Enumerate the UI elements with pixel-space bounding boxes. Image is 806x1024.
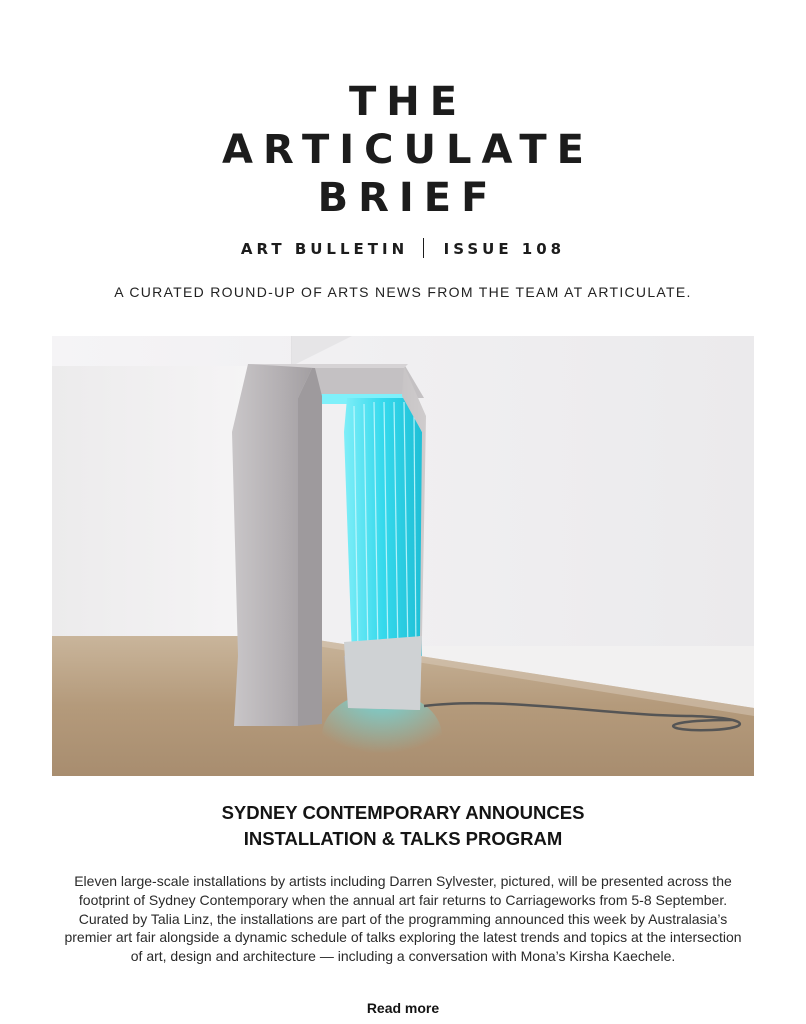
bulletin-section: ART BULLETIN: [240, 240, 409, 258]
article-body: Eleven large-scale installations by artists including Darren Sylvester, pictured, will be presented across the footprint of Sydney Contemporary when the annual art fair returns to Carriageworks from 5-8 September. Curated by Talia Linz, the installations are part of the programming announced this week by Australasia’s premier art fair alongside a dynamic schedule of talks exploring the latest trends and topics at the intersection of art, design and architecture — including a conversation with Mona’s Kirsha Kaechele.: [64, 873, 742, 965]
masthead-line-3: BRIEF: [317, 175, 499, 221]
installation-photo: [52, 336, 754, 776]
hero-image[interactable]: [52, 336, 754, 776]
issue-banner: [0, 238, 806, 258]
article-headline: [0, 800, 806, 852]
masthead-logo: [0, 78, 806, 222]
headline-line-1: SYDNEY CONTEMPORARY ANNOUNCES: [221, 802, 585, 823]
issue-number: ISSUE 108: [443, 240, 566, 258]
masthead-line-1: THE: [348, 79, 468, 125]
read-more-link[interactable]: Read more: [366, 1000, 440, 1016]
divider: [423, 238, 424, 258]
tagline: A CURATED ROUND-UP OF ARTS NEWS FROM THE TEAM AT ARTICULATE.: [114, 284, 692, 300]
headline-line-2: INSTALLATION & TALKS PROGRAM: [243, 828, 563, 849]
masthead-line-2: ARTICULATE: [222, 127, 594, 173]
